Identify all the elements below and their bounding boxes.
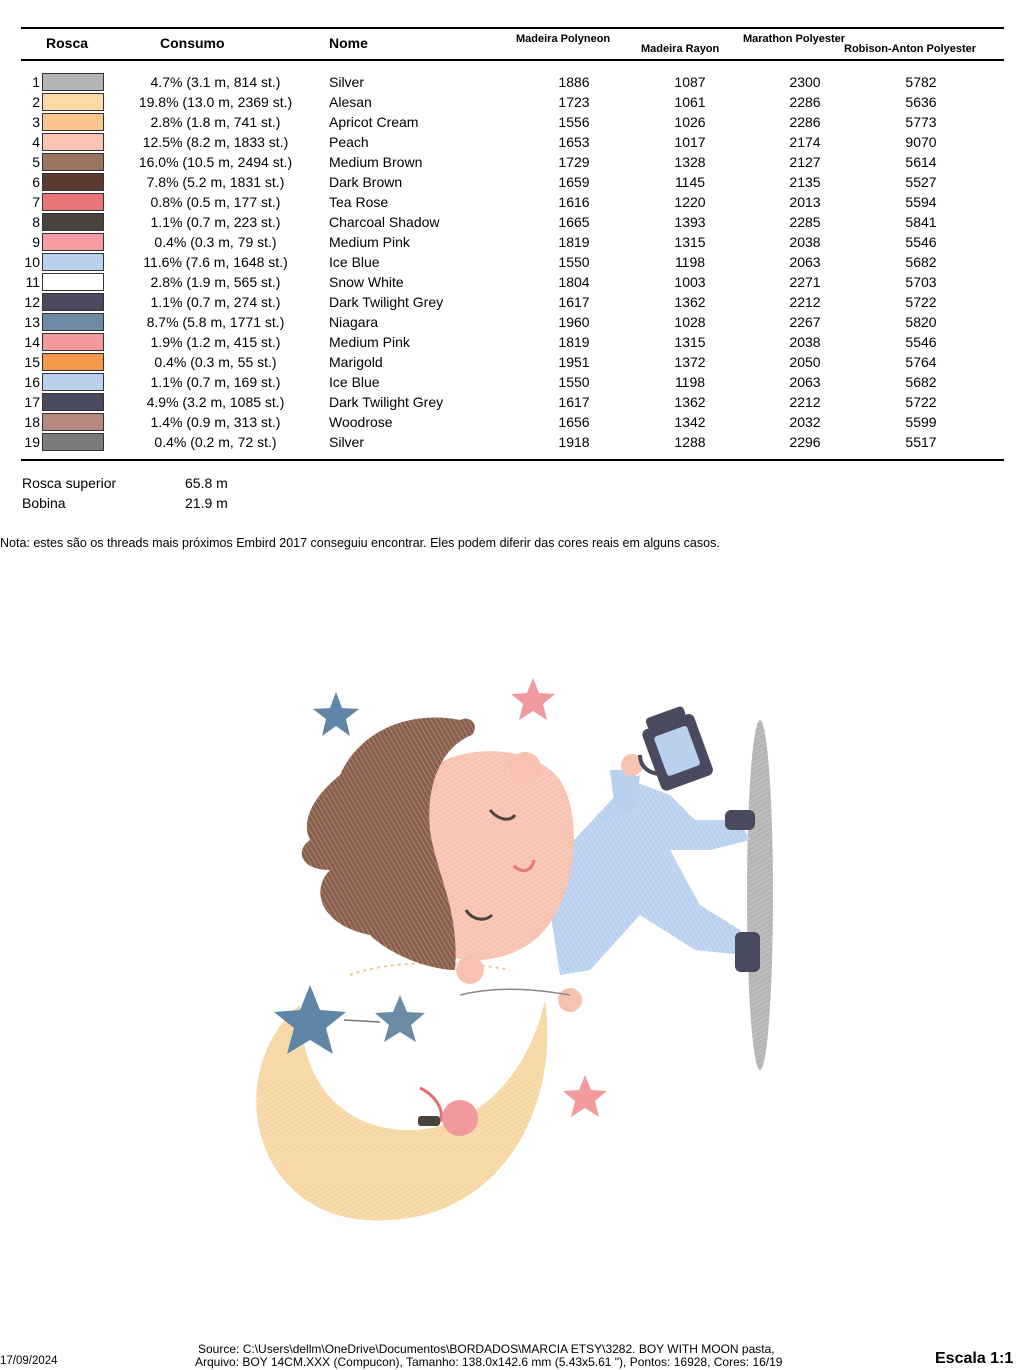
row-consumo: 11.6% (7.6 m, 1648 st.) [143,254,288,270]
footer-date: 17/09/2024 [0,1355,58,1367]
row-madeira-rayon: 1017 [674,134,706,150]
row-madeira-rayon: 1220 [674,194,706,210]
color-swatch [42,213,104,231]
row-number: 18 [24,414,40,430]
color-swatch [42,233,104,251]
color-swatch [42,193,104,211]
table-row [0,92,1024,112]
row-marathon-polyester: 2127 [789,154,821,170]
row-robison-anton: 5546 [905,334,937,350]
rosca-superior-value: 65.8 m [185,475,228,491]
row-number: 9 [32,234,40,250]
color-swatch [42,313,104,331]
thread-note: Nota: estes são os threads mais próximos Embird 2017 conseguiu encontrar. Eles podem diferir das cores reais em alguns casos. [0,536,720,550]
row-consumo: 7.8% (5.2 m, 1831 st.) [146,174,285,190]
row-consumo: 0.4% (0.3 m, 79 st.) [154,234,277,250]
row-consumo: 2.8% (1.8 m, 741 st.) [150,114,281,130]
row-madeira-polyneon: 1550 [558,374,590,390]
row-madeira-rayon: 1198 [674,254,706,270]
row-robison-anton: 5782 [905,74,937,90]
row-consumo: 2.8% (1.9 m, 565 st.) [150,274,281,290]
rosca-superior-label: Rosca superior [22,475,117,491]
table-row [0,292,1024,312]
row-madeira-rayon: 1198 [674,374,706,390]
row-consumo: 0.4% (0.2 m, 72 st.) [154,434,277,450]
color-swatch [42,413,104,431]
footer-source: Source: C:\Users\dellm\OneDrive\Documentos\BORDADOS\MARCIA ETSY\3282. BOY WITH MOON pasta, [198,1342,775,1356]
row-robison-anton: 5773 [905,114,937,130]
star-blue-small-icon [375,995,425,1042]
row-nome: Medium Pink [329,234,410,250]
color-swatch [42,93,104,111]
silver-mirror-shape [747,720,773,1070]
color-swatch [42,293,104,311]
table-header-rule [21,59,1004,61]
table-row [0,72,1024,92]
row-consumo: 1.4% (0.9 m, 313 st.) [150,414,281,430]
row-nome: Apricot Cream [329,114,419,130]
color-swatch [42,133,104,151]
table-row [0,212,1024,232]
row-number: 13 [24,314,40,330]
row-number: 17 [24,394,40,410]
table-top-rule [21,27,1004,29]
row-number: 12 [24,294,40,310]
row-madeira-polyneon: 1656 [558,414,590,430]
table-bottom-rule [21,459,1004,461]
row-nome: Tea Rose [329,194,389,210]
row-robison-anton: 5636 [905,94,937,110]
star-pink-top-icon [511,678,555,720]
row-robison-anton: 5722 [905,294,937,310]
row-madeira-rayon: 1087 [674,74,706,90]
row-robison-anton: 5599 [905,414,937,430]
row-number: 1 [32,74,40,90]
row-number: 8 [32,214,40,230]
row-marathon-polyester: 2032 [789,414,821,430]
row-number: 14 [24,334,40,350]
row-marathon-polyester: 2050 [789,354,821,370]
table-row [0,172,1024,192]
row-consumo: 1.1% (0.7 m, 274 st.) [150,294,281,310]
row-marathon-polyester: 2296 [789,434,821,450]
table-row [0,192,1024,212]
table-row [0,432,1024,452]
color-swatch [42,173,104,191]
row-marathon-polyester: 2271 [789,274,821,290]
row-madeira-rayon: 1145 [674,174,706,190]
header-nome: Nome [329,35,368,51]
row-robison-anton: 5841 [905,214,937,230]
row-nome: Silver [329,74,365,90]
row-madeira-polyneon: 1951 [558,354,590,370]
row-madeira-polyneon: 1617 [558,294,590,310]
row-consumo: 1.1% (0.7 m, 169 st.) [150,374,281,390]
table-row [0,112,1024,132]
row-marathon-polyester: 2212 [789,294,821,310]
row-marathon-polyester: 2286 [789,94,821,110]
row-nome: Alesan [329,94,372,110]
row-marathon-polyester: 2063 [789,374,821,390]
row-madeira-polyneon: 1819 [558,234,590,250]
row-madeira-polyneon: 1659 [558,174,590,190]
row-marathon-polyester: 2267 [789,314,821,330]
bobina-label: Bobina [22,495,66,511]
row-madeira-rayon: 1393 [674,214,706,230]
row-number: 15 [24,354,40,370]
row-marathon-polyester: 2038 [789,334,821,350]
row-robison-anton: 9070 [905,134,937,150]
row-consumo: 0.4% (0.3 m, 55 st.) [154,354,277,370]
row-nome: Dark Twilight Grey [329,294,444,310]
lantern-icon [640,705,715,792]
table-row [0,252,1024,272]
color-swatch [42,153,104,171]
color-swatch [42,373,104,391]
row-nome: Niagara [329,314,379,330]
row-consumo: 1.9% (1.2 m, 415 st.) [150,334,281,350]
row-consumo: 4.7% (3.1 m, 814 st.) [150,74,281,90]
row-marathon-polyester: 2135 [789,174,821,190]
row-madeira-polyneon: 1617 [558,394,590,410]
row-robison-anton: 5682 [905,374,937,390]
row-nome: Ice Blue [329,254,380,270]
row-nome: Medium Brown [329,154,423,170]
row-marathon-polyester: 2285 [789,214,821,230]
row-madeira-polyneon: 1804 [558,274,590,290]
row-consumo: 19.8% (13.0 m, 2369 st.) [138,94,293,110]
row-marathon-polyester: 2013 [789,194,821,210]
row-madeira-polyneon: 1729 [558,154,590,170]
table-row [0,332,1024,352]
row-number: 2 [32,94,40,110]
row-madeira-polyneon: 1653 [558,134,590,150]
star-string [344,1020,380,1022]
row-robison-anton: 5820 [905,314,937,330]
table-row [0,372,1024,392]
table-row [0,152,1024,172]
row-consumo: 0.8% (0.5 m, 177 st.) [150,194,281,210]
row-marathon-polyester: 2038 [789,234,821,250]
footer-arquivo: Arquivo: BOY 14CM.XXX (Compucon), Tamanho: 138.0x142.6 mm (5.43x5.61 "), Pontos: 16928, Cores: 16/19 [195,1355,783,1369]
bobina-value: 21.9 m [185,495,228,511]
row-madeira-rayon: 1342 [674,414,706,430]
color-swatch [42,433,104,451]
row-consumo: 16.0% (10.5 m, 2494 st.) [138,154,293,170]
row-nome: Medium Pink [329,334,410,350]
row-robison-anton: 5546 [905,234,937,250]
row-robison-anton: 5614 [905,154,937,170]
boy-pajama-shape [550,770,760,975]
row-robison-anton: 5722 [905,394,937,410]
row-madeira-rayon: 1362 [674,394,706,410]
table-row [0,312,1024,332]
footer-escala: Escala 1:1 [935,1350,1014,1367]
row-nome: Ice Blue [329,374,380,390]
row-nome: Dark Twilight Grey [329,394,444,410]
color-swatch [42,273,104,291]
row-nome: Silver [329,434,365,450]
row-madeira-rayon: 1003 [674,274,706,290]
row-consumo: 4.9% (3.2 m, 1085 st.) [146,394,285,410]
table-row [0,412,1024,432]
header-rosca: Rosca [46,35,89,51]
row-madeira-rayon: 1061 [674,94,706,110]
header-marathon-polyester: Marathon Polyester [743,33,846,45]
row-robison-anton: 5682 [905,254,937,270]
row-marathon-polyester: 2174 [789,134,821,150]
row-number: 7 [32,194,40,210]
row-madeira-polyneon: 1665 [558,214,590,230]
color-swatch [42,113,104,131]
row-number: 4 [32,134,40,150]
row-madeira-rayon: 1328 [674,154,706,170]
row-robison-anton: 5594 [905,194,937,210]
table-row [0,232,1024,252]
color-swatch [42,73,104,91]
row-number: 19 [24,434,40,450]
row-robison-anton: 5527 [905,174,937,190]
row-nome: Snow White [329,274,404,290]
row-consumo: 12.5% (8.2 m, 1833 st.) [142,134,289,150]
row-madeira-rayon: 1028 [674,314,706,330]
table-row [0,352,1024,372]
row-robison-anton: 5764 [905,354,937,370]
row-nome: Marigold [329,354,383,370]
color-swatch [42,393,104,411]
row-madeira-polyneon: 1960 [558,314,590,330]
table-row [0,132,1024,152]
row-nome: Woodrose [329,414,393,430]
header-robison-anton: Robison-Anton Polyester [844,43,977,55]
row-number: 10 [24,254,40,270]
embroidery-design [240,670,780,1230]
row-robison-anton: 5517 [905,434,937,450]
row-nome: Dark Brown [329,174,403,190]
star-blue-top-icon [313,692,359,736]
table-row [0,392,1024,412]
row-number: 16 [24,374,40,390]
star-pink-bottom-icon [563,1075,607,1117]
row-marathon-polyester: 2300 [789,74,821,90]
row-madeira-rayon: 1288 [674,434,706,450]
row-madeira-polyneon: 1550 [558,254,590,270]
row-madeira-rayon: 1362 [674,294,706,310]
table-row [0,272,1024,292]
row-madeira-polyneon: 1886 [558,74,590,90]
row-number: 5 [32,154,40,170]
header-madeira-polyneon: Madeira Polyneon [516,33,611,45]
color-swatch [42,333,104,351]
row-madeira-rayon: 1315 [674,234,706,250]
color-swatch [42,353,104,371]
row-marathon-polyester: 2212 [789,394,821,410]
row-number: 6 [32,174,40,190]
row-robison-anton: 5703 [905,274,937,290]
header-consumo: Consumo [160,35,225,51]
row-madeira-polyneon: 1918 [558,434,590,450]
row-consumo: 8.7% (5.8 m, 1771 st.) [146,314,285,330]
row-madeira-polyneon: 1616 [558,194,590,210]
header-madeira-rayon: Madeira Rayon [641,43,720,55]
row-number: 3 [32,114,40,130]
row-marathon-polyester: 2286 [789,114,821,130]
row-madeira-rayon: 1372 [674,354,706,370]
row-madeira-polyneon: 1556 [558,114,590,130]
row-marathon-polyester: 2063 [789,254,821,270]
row-nome: Charcoal Shadow [329,214,440,230]
row-consumo: 1.1% (0.7 m, 223 st.) [150,214,281,230]
row-madeira-rayon: 1315 [674,334,706,350]
row-nome: Peach [329,134,369,150]
row-madeira-polyneon: 1723 [558,94,590,110]
row-number: 11 [25,274,40,290]
row-madeira-rayon: 1026 [674,114,706,130]
row-madeira-polyneon: 1819 [558,334,590,350]
color-swatch [42,253,104,271]
